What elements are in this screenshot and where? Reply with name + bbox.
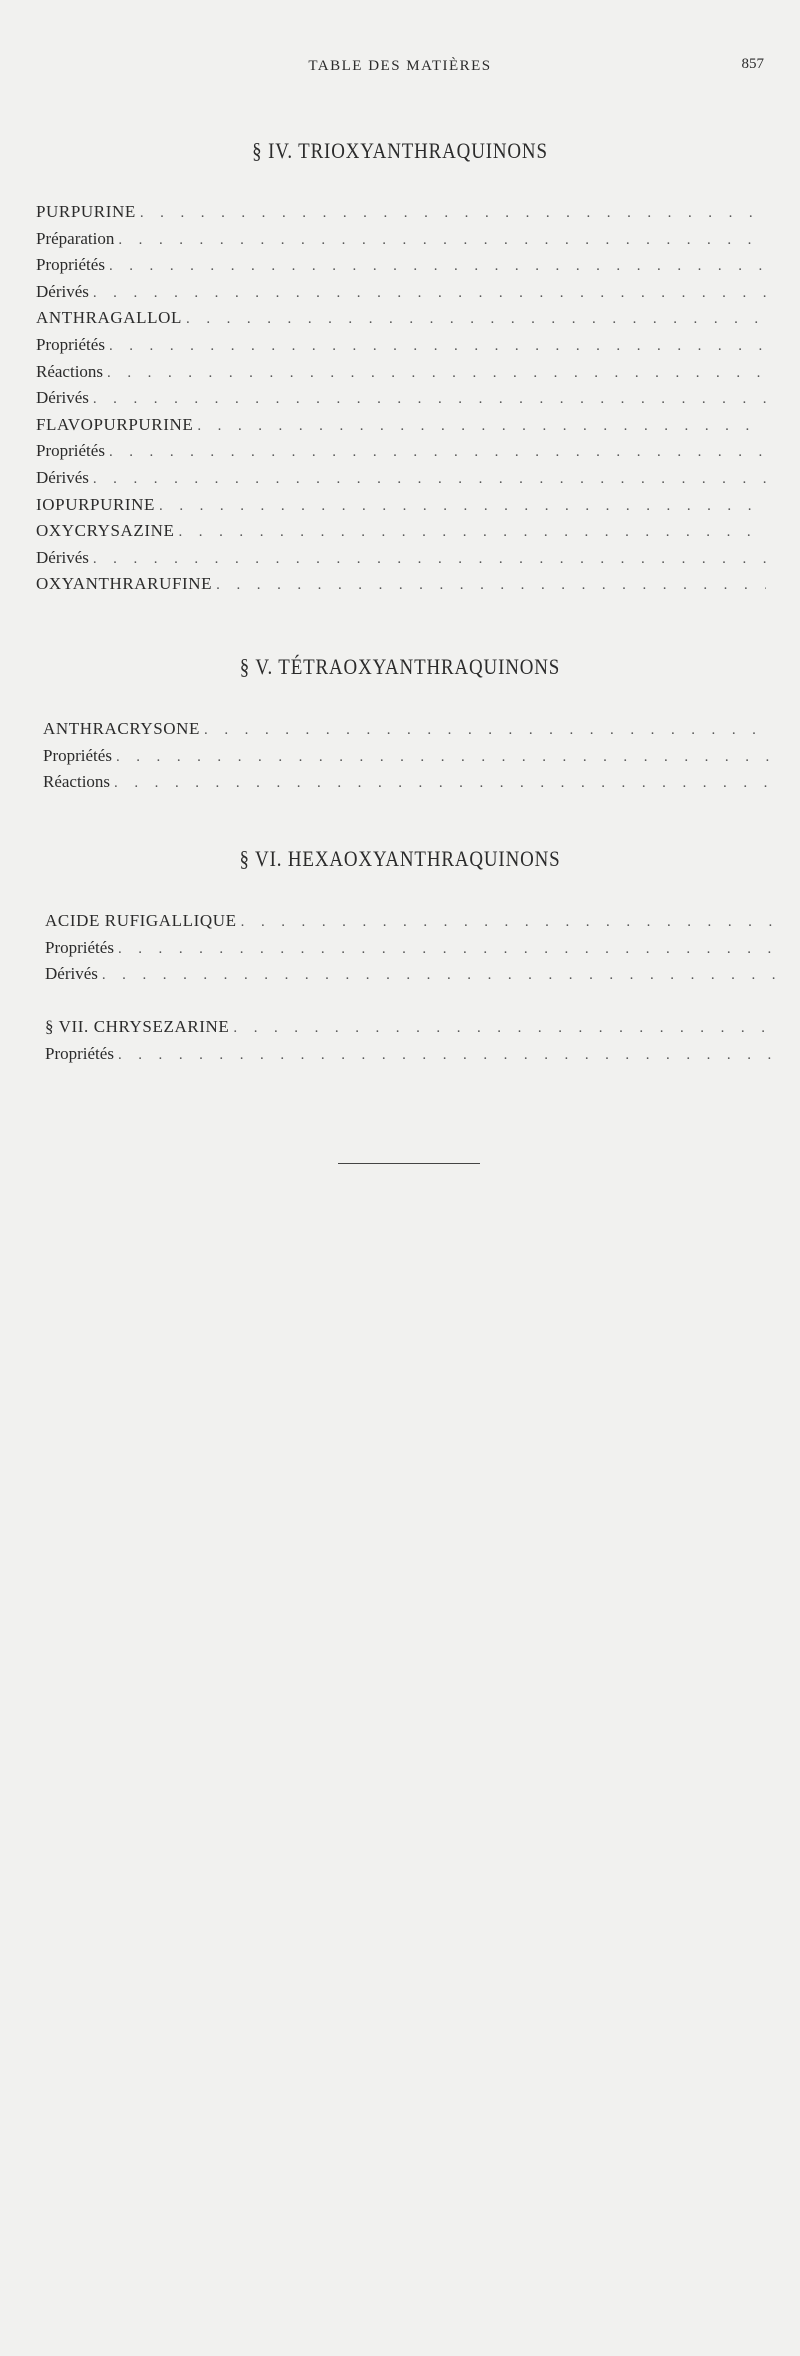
toc-section-iv [36,199,766,598]
page-number: 857 [741,56,764,72]
toc-entry-label: Propriétés [43,745,112,765]
toc-entry-page [43,769,770,796]
toc-entry-label: Propriétés [36,334,105,354]
toc-entry-label: Propriétés [45,1043,114,1063]
toc-entry-label: Propriétés [36,441,105,461]
toc-entry-label: ANTHRAGALLOL [36,308,183,328]
toc-entry-label: Réactions [43,772,111,792]
toc-section-vii [45,1014,778,1067]
toc-entry-label: FLAVOPURPURINE [36,414,194,434]
toc-entry [36,571,766,598]
toc-entry-label: ACIDE RUFIGALLIQUE [45,911,237,930]
toc-entry-page [45,1041,778,1068]
toc-entry [45,1041,778,1068]
toc-entry-label: PURPURINE [36,202,136,221]
toc-entry [43,769,770,796]
toc-entry-label: OXYANTHRARUFINE [36,574,213,594]
section-heading: § IV. TRIOXYANTHRAQUINONS [252,138,548,163]
toc-entry-label: ANTHRACRYSONE [43,719,201,738]
toc-entry-label: Dérivés [36,281,89,301]
section-heading: § VI. HEXAOXYANTHRAQUINONS [239,846,561,871]
toc-entry-label: Propriétés [36,255,105,275]
toc-entry-label: Préparation [36,228,115,248]
toc-entry-label: Dérivés [45,964,98,984]
running-header [0,56,800,80]
toc-entry-label: OXYCRYSAZINE [36,521,175,541]
toc-entry-label: Dérivés [36,388,89,408]
toc-entry-label: § VII. CHRYSEZARINE [45,1017,230,1036]
toc-entry-label: Dérivés [36,547,89,567]
toc-section-v [43,716,770,796]
toc-entry [45,961,776,988]
toc-entry-label: Dérivés [36,467,89,487]
toc-section-vi [45,908,776,988]
section-heading: § V. TÉTRAOXYANTHRAQUINONS [239,654,561,679]
closing-rule [338,1163,480,1164]
running-title: TABLE DES MATIÈRES [308,58,492,74]
toc-entry-label: Propriétés [45,937,114,957]
toc-entry-label: IOPURPURINE [36,494,156,514]
toc-entry-label: Réactions [36,361,104,381]
toc-entry-page [36,571,766,598]
toc-entry-page [45,961,776,988]
